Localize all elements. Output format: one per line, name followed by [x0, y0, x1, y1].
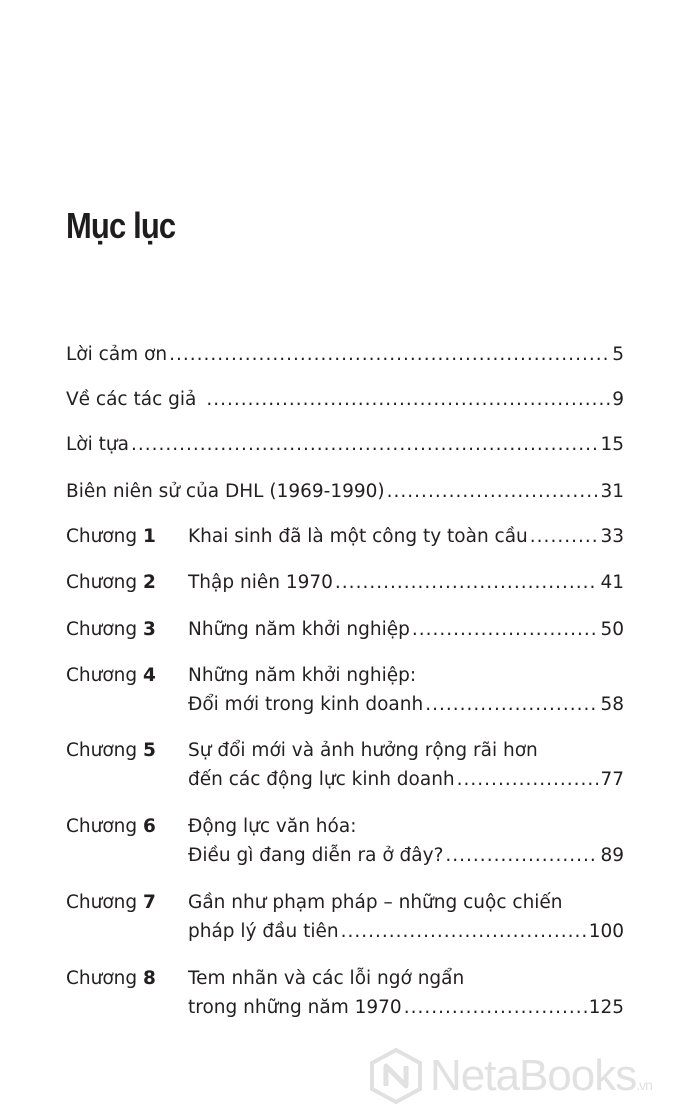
chapter-title-line: Tem nhãn và các lỗi ngớ ngẩn [188, 968, 465, 989]
toc-entry [66, 340, 624, 369]
chapter-label: Chương 8 [66, 968, 156, 989]
dot-leader [445, 841, 598, 870]
chapter-number: 4 [143, 665, 156, 686]
chapter-title-line: Những năm khởi nghiệp: [188, 665, 417, 686]
toc-page-number: 5 [612, 344, 624, 365]
dot-leader [335, 568, 599, 597]
chapter-number: 8 [143, 968, 156, 989]
netabooks-watermark [368, 1046, 700, 1106]
toc-page-number: 33 [600, 526, 624, 547]
dot-leader [206, 385, 610, 414]
toc-entry [66, 430, 624, 459]
toc-entry [66, 385, 624, 414]
toc-page-number: 58 [600, 694, 624, 715]
dot-leader [341, 917, 587, 946]
toc-page-number: 15 [600, 434, 624, 455]
chapter-title-line: Gần như phạm pháp – những cuộc chiến [188, 892, 563, 913]
dot-leader [530, 522, 599, 551]
chapter-label: Chương 4 [66, 665, 156, 686]
page-title: Mục lục [66, 205, 176, 246]
chapter-number: 1 [143, 526, 156, 547]
chapter-title-line: đến các động lực kinh doanh [188, 769, 455, 790]
toc-page-number: 50 [600, 619, 624, 640]
toc-page-number: 77 [600, 769, 624, 790]
chapter-title: Thập niên 1970 [188, 572, 333, 593]
chapter-title: Những năm khởi nghiệp [188, 619, 410, 640]
toc-page-number: 9 [612, 389, 624, 410]
toc-entry [66, 477, 624, 506]
toc-page-number: 89 [600, 845, 624, 866]
dot-leader [131, 430, 598, 459]
toc-page-number: 125 [588, 997, 624, 1018]
dot-leader [387, 477, 599, 506]
chapter-title-line: Động lực văn hóa: [188, 816, 357, 837]
chapter-title-line: pháp lý đầu tiên [188, 921, 339, 942]
chapter-title-line: Đổi mới trong kinh doanh [188, 694, 424, 715]
dot-leader [457, 765, 599, 794]
toc-entry-title: Biên niên sử của DHL (1969-1990) [66, 481, 385, 502]
toc-entry-title: Lời tựa [66, 434, 129, 455]
chapter-number: 6 [143, 816, 156, 837]
chapter-label: Chương 7 [66, 892, 156, 913]
watermark-brand: NetaBooks.vn [430, 1051, 652, 1100]
toc-entry-title: Về các tác giả [66, 389, 197, 410]
chapter-title-line: trong những năm 1970 [188, 997, 402, 1018]
chapter-number: 7 [143, 892, 156, 913]
toc-page-number: 31 [600, 481, 624, 502]
chapter-title: Khai sinh đã là một công ty toàn cầu [188, 526, 528, 547]
dot-leader [425, 690, 598, 719]
chapter-number: 3 [143, 619, 156, 640]
chapter-label: Chương 5 [66, 740, 156, 761]
netabooks-logo-icon [368, 1048, 424, 1104]
dot-leader [412, 615, 599, 644]
toc-entry-title: Lời cảm ơn [66, 344, 168, 365]
chapter-label: Chương 3 [66, 619, 156, 640]
chapter-title-line: Sự đổi mới và ảnh hưởng rộng rãi hơn [188, 740, 538, 761]
toc-page-number: 41 [600, 572, 624, 593]
toc-page-number: 100 [588, 921, 624, 942]
chapter-label: Chương 6 [66, 816, 156, 837]
chapter-label: Chương 1 [66, 526, 156, 547]
dot-leader [404, 993, 587, 1022]
chapter-number: 2 [143, 572, 156, 593]
chapter-number: 5 [143, 740, 156, 761]
chapter-title-line: Điều gì đang diễn ra ở đây? [188, 845, 444, 866]
dot-leader [169, 340, 610, 369]
chapter-label: Chương 2 [66, 572, 156, 593]
